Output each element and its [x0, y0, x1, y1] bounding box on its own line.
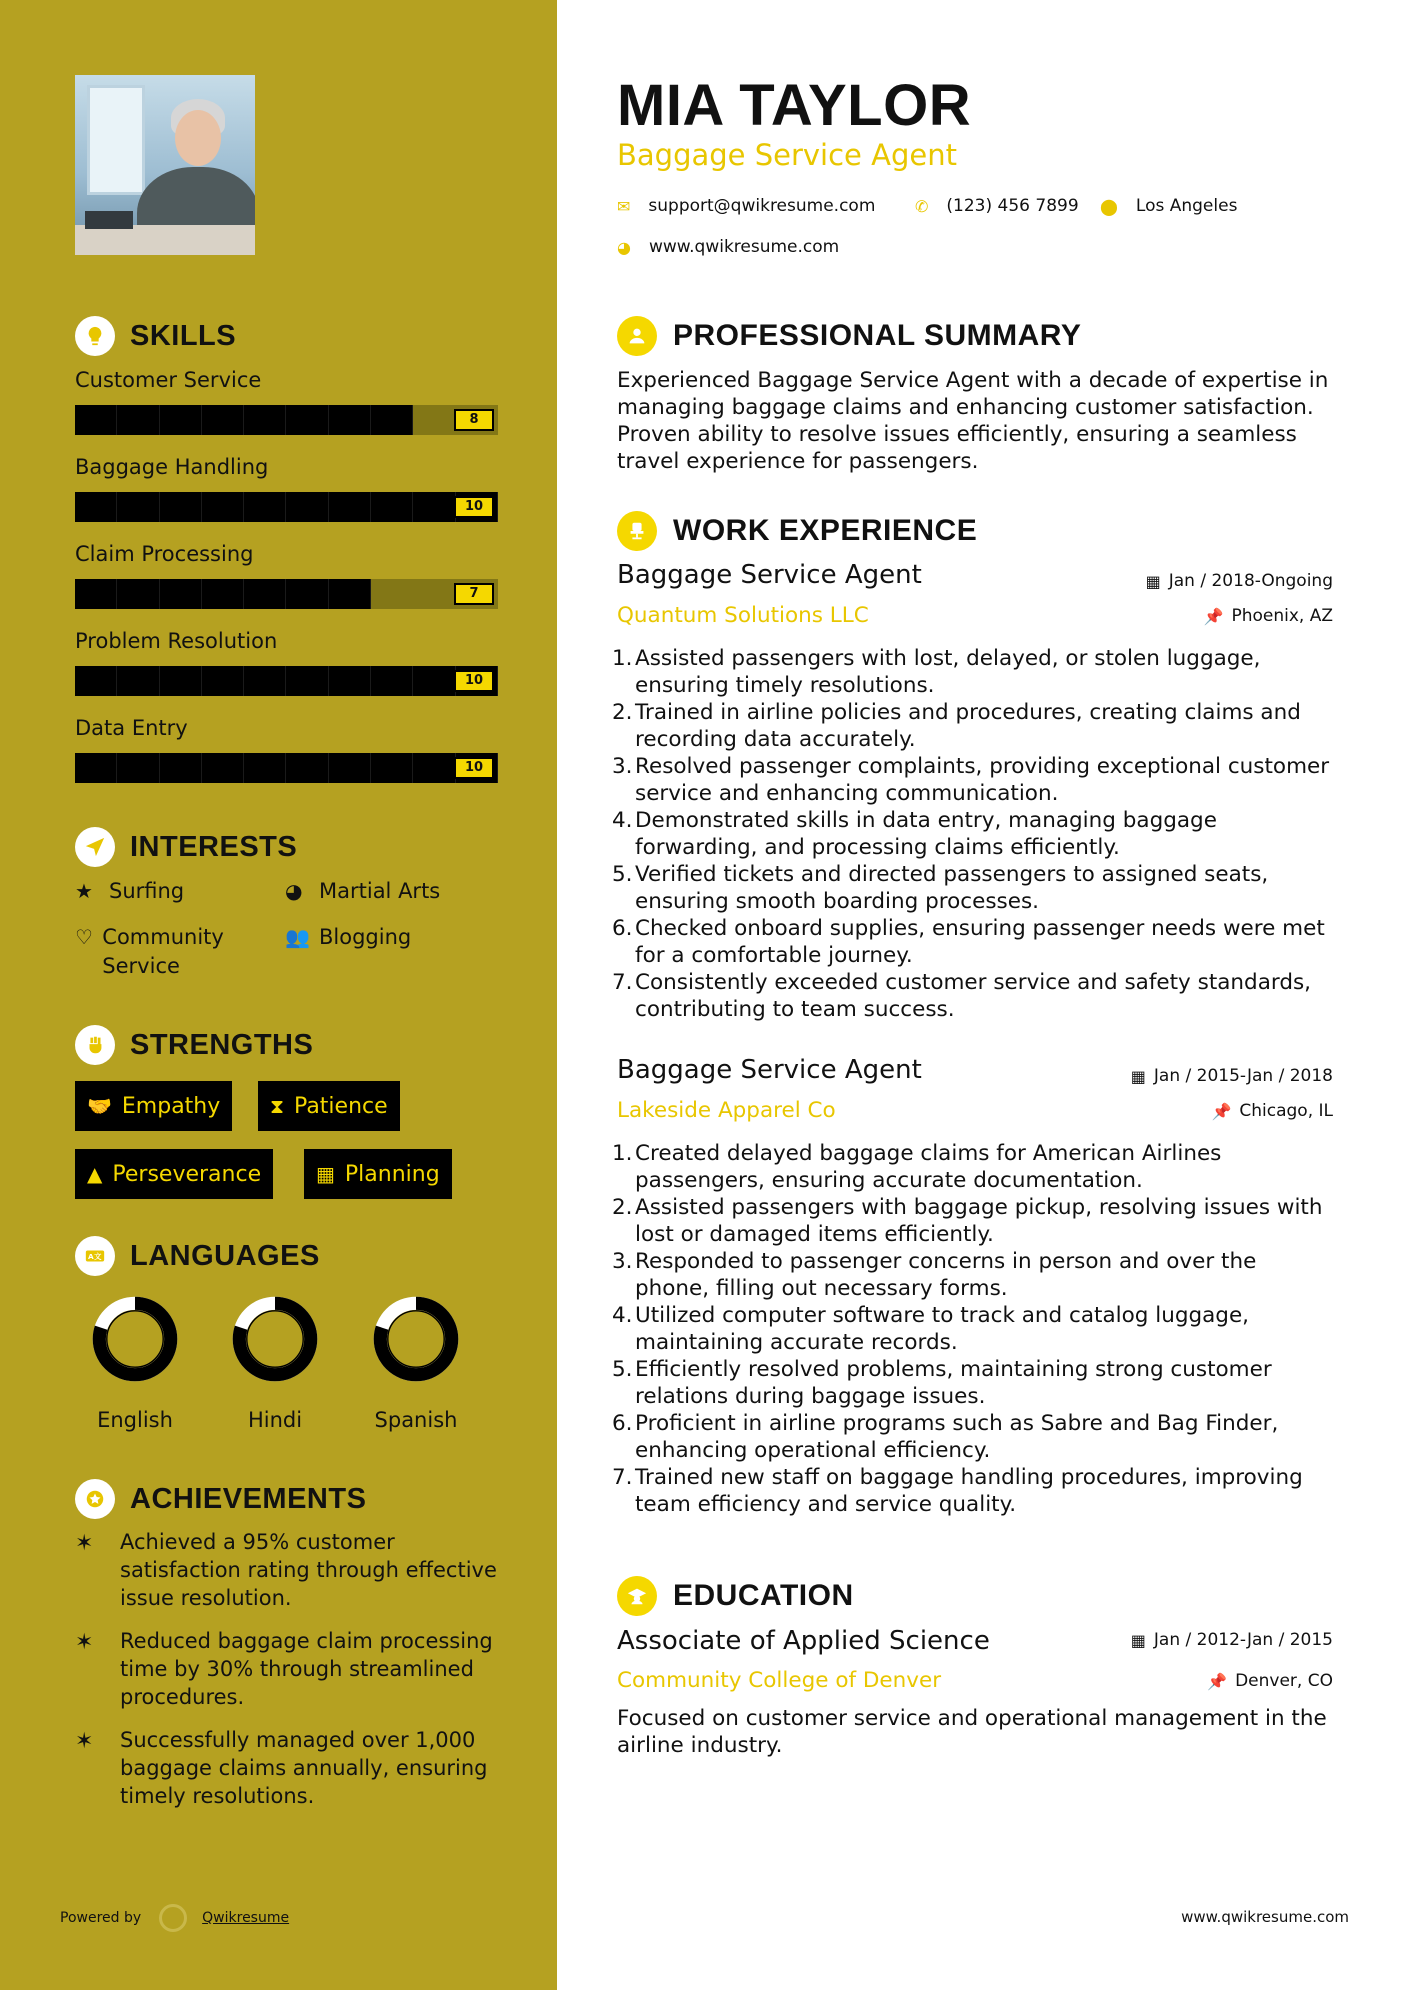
job-duties-list	[612, 1140, 1332, 1518]
skill-bar-segment	[329, 753, 371, 783]
powered-by: Powered by Qwikresume	[60, 1904, 289, 1932]
pushpin-icon: 📌	[1211, 1101, 1232, 1121]
skill-bar-segment	[244, 492, 286, 522]
interest-item: ★ Surfing	[75, 877, 184, 906]
skill-bar-segment	[371, 492, 413, 522]
job-role: Baggage Service Agent	[617, 1055, 922, 1085]
achievements-heading: ACHIEVEMENTS	[75, 1479, 366, 1519]
language-donut	[228, 1292, 322, 1386]
language-item	[361, 1292, 471, 1432]
skill-bar	[75, 405, 498, 435]
skill-bar-segment	[160, 405, 202, 435]
skill-bar-segment	[371, 666, 413, 696]
skill-bar-segment	[244, 753, 286, 783]
contact-phone[interactable]: ✆ (123) 456 7899	[915, 196, 1079, 216]
globe-icon: ◕	[285, 879, 303, 903]
skill-bar	[75, 492, 498, 522]
list-item	[612, 861, 1332, 915]
skill-bar-segment	[413, 753, 455, 783]
strength-badge: ⧗ Patience	[258, 1081, 400, 1131]
skill-score: 8	[454, 409, 494, 431]
handshake-icon: 🤝	[87, 1094, 112, 1118]
brand-link[interactable]: Qwikresume	[202, 1910, 290, 1926]
office-chair-icon	[617, 511, 657, 551]
skill-bar-segment	[329, 405, 371, 435]
skill-bar-segment	[286, 579, 328, 609]
list-number: 2.	[612, 700, 633, 725]
sidebar	[0, 0, 557, 1990]
list-number: 1.	[612, 1141, 633, 1166]
skill-bar-segment	[413, 492, 455, 522]
list-text: Consistently exceeded customer service and safety standards, contributing to team success.	[635, 970, 1312, 1022]
star-burst-icon: ✶	[75, 1729, 94, 1754]
profile-photo	[75, 75, 255, 255]
skill-bar-segment	[202, 492, 244, 522]
skill-bar	[75, 753, 498, 783]
skill-bar-segment	[371, 405, 413, 435]
skill-score: 10	[454, 670, 494, 692]
donut-inner-ring	[388, 1311, 444, 1367]
skill-bar-segment	[75, 405, 117, 435]
skill-bar-segment	[286, 753, 328, 783]
skill-bar-segment	[286, 405, 328, 435]
education-text: Focused on customer service and operational management in the airline industry.	[617, 1706, 1327, 1758]
list-text: Assisted passengers with lost, delayed, or stolen luggage, ensuring timely resolutions.	[635, 646, 1261, 698]
phone-icon: ✆	[915, 196, 929, 216]
list-number: 5.	[612, 862, 633, 887]
job-location: 📌 Phoenix, AZ	[1203, 606, 1333, 626]
list-text: Utilized computer software to track and catalog luggage, maintaining accurate records.	[635, 1303, 1250, 1355]
list-text: Assisted passengers with baggage pickup, resolving issues with lost or damaged items efficiently.	[635, 1195, 1323, 1247]
interest-item: 👥 Blogging	[285, 923, 411, 952]
list-text: Responded to passenger concerns in person and over the phone, filling out necessary forms.	[635, 1249, 1257, 1301]
interest-item: ◕ Martial Arts	[285, 877, 440, 906]
skill-name: Data Entry	[75, 716, 188, 740]
list-number: 6.	[612, 1411, 633, 1436]
achievement-item: ✶ Reduced baggage claim processing time by 30% through streamlined procedures.	[75, 1629, 493, 1709]
skill-score: 10	[454, 757, 494, 779]
hourglass-icon: ⧗	[270, 1094, 285, 1118]
graduate-icon	[617, 1576, 657, 1616]
list-text: Resolved passenger complaints, providing exceptional customer service and enhancing communication.	[635, 754, 1330, 806]
list-number: 1.	[612, 646, 633, 671]
job-location: 📌 Chicago, IL	[1211, 1101, 1333, 1121]
skills-heading: SKILLS	[75, 316, 236, 356]
heart-icon: ♡	[75, 925, 93, 949]
achievement-item: ✶ Achieved a 95% customer satisfaction rating through effective issue resolution.	[75, 1530, 497, 1610]
language-item	[80, 1292, 190, 1432]
globe-icon: ◕	[617, 237, 631, 257]
donut-inner-ring	[247, 1311, 303, 1367]
language-donut	[88, 1292, 182, 1386]
candidate-name: MIA TAYLOR	[617, 73, 972, 138]
skill-bar-segment	[160, 492, 202, 522]
job-company: Lakeside Apparel Co	[617, 1098, 836, 1123]
calendar-icon: ▦	[1130, 1630, 1146, 1650]
education-dates: ▦ Jan / 2012-Jan / 2015	[1130, 1630, 1333, 1650]
education-school: Community College of Denver	[617, 1668, 942, 1693]
calendar-icon: ▦	[316, 1162, 335, 1186]
skill-bar-segment	[75, 492, 117, 522]
list-text: Verified tickets and directed passengers to assigned seats, ensuring smooth boarding processes.	[635, 862, 1269, 914]
envelope-icon: ✉	[617, 196, 631, 216]
list-item	[612, 969, 1332, 1023]
list-item	[612, 753, 1332, 807]
list-number: 4.	[612, 808, 633, 833]
list-number: 6.	[612, 916, 633, 941]
job-dates: ▦ Jan / 2018-Ongoing	[1145, 571, 1333, 591]
skill-bar-segment	[160, 579, 202, 609]
skill-bar	[75, 579, 498, 609]
skill-bar-segment	[117, 666, 159, 696]
list-text: Trained new staff on baggage handling procedures, improving team efficiency and service quality.	[635, 1465, 1303, 1517]
list-item	[612, 1410, 1332, 1464]
star-burst-icon: ✶	[75, 1531, 94, 1556]
list-number: 3.	[612, 1249, 633, 1274]
list-item	[612, 645, 1332, 699]
list-item	[612, 1248, 1332, 1302]
user-icon	[617, 316, 657, 356]
lightbulb-icon	[75, 316, 115, 356]
list-text: Trained in airline policies and procedures, creating claims and recording data accurately.	[635, 700, 1301, 752]
skill-bar-segment	[286, 492, 328, 522]
summary-heading: PROFESSIONAL SUMMARY	[617, 316, 1081, 356]
map-pin-icon: ⬤	[1100, 196, 1118, 216]
language-label: English	[97, 1408, 173, 1432]
users-icon: 👥	[285, 925, 310, 949]
award-icon	[75, 1479, 115, 1519]
list-item	[612, 1464, 1332, 1518]
list-number: 3.	[612, 754, 633, 779]
pushpin-icon: 📌	[1203, 606, 1224, 626]
list-number: 4.	[612, 1303, 633, 1328]
skill-name: Claim Processing	[75, 542, 254, 566]
skill-bar-segment	[117, 492, 159, 522]
skill-bar-segment	[202, 753, 244, 783]
skill-bar-segment	[329, 666, 371, 696]
svg-text:A文: A文	[88, 1252, 102, 1262]
skill-bar-segment	[202, 579, 244, 609]
skill-bar-segment	[413, 666, 455, 696]
education-heading: EDUCATION	[617, 1576, 854, 1616]
achievement-item: ✶ Successfully managed over 1,000 baggage claims annually, ensuring timely resolutions.	[75, 1728, 488, 1808]
footer-url[interactable]: www.qwikresume.com	[1181, 1908, 1349, 1926]
contact-website[interactable]: ◕ www.qwikresume.com	[617, 237, 840, 257]
calendar-icon: ▦	[1145, 571, 1161, 591]
skill-bar-segment	[117, 753, 159, 783]
languages-heading: A文 LANGUAGES	[75, 1236, 320, 1276]
language-donut	[369, 1292, 463, 1386]
road-icon: ▲	[87, 1162, 103, 1186]
language-label: Spanish	[374, 1408, 458, 1432]
skill-bar-segment	[202, 405, 244, 435]
summary-text: Experienced Baggage Service Agent with a decade of expertise in managing baggage claims and enhancing customer satisfaction. Proven ability to resolve issues efficiently, ensuring a seamless travel experience for passengers.	[617, 368, 1329, 474]
skill-bar-segment	[371, 579, 413, 609]
skill-bar-segment	[329, 492, 371, 522]
skill-bar-segment	[244, 666, 286, 696]
list-text: Demonstrated skills in data entry, managing baggage forwarding, and processing claims efficiently.	[635, 808, 1217, 860]
pushpin-icon: 📌	[1207, 1671, 1228, 1691]
list-text: Checked onboard supplies, ensuring passenger needs were met for a comfortable journey.	[635, 916, 1325, 968]
calendar-icon: ▦	[1130, 1066, 1146, 1086]
skill-score: 10	[454, 496, 494, 518]
skill-bar-segment	[75, 666, 117, 696]
strengths-heading: STRENGTHS	[75, 1025, 313, 1065]
contact-email[interactable]: ✉ support@qwikresume.com	[617, 196, 876, 216]
job-dates: ▦ Jan / 2015-Jan / 2018	[1130, 1066, 1333, 1086]
star-icon: ★	[75, 879, 93, 903]
list-item	[612, 807, 1332, 861]
skill-bar-segment	[160, 666, 202, 696]
donut-inner-ring	[107, 1311, 163, 1367]
list-item	[612, 1194, 1332, 1248]
star-burst-icon: ✶	[75, 1630, 94, 1655]
experience-heading: WORK EXPERIENCE	[617, 511, 977, 551]
list-text: Efficiently resolved problems, maintaining strong customer relations during baggage issues.	[635, 1357, 1272, 1409]
list-item	[612, 1356, 1332, 1410]
candidate-title: Baggage Service Agent	[617, 138, 957, 172]
job-company: Quantum Solutions LLC	[617, 603, 869, 628]
skill-bar-segment	[371, 753, 413, 783]
strength-badge: ▲ Perseverance	[75, 1149, 273, 1199]
skill-bar-segment	[286, 666, 328, 696]
list-number: 7.	[612, 1465, 633, 1490]
skill-name: Problem Resolution	[75, 629, 278, 653]
list-item	[612, 1302, 1332, 1356]
skill-name: Customer Service	[75, 368, 262, 392]
list-text: Created delayed baggage claims for American Airlines passengers, ensuring accurate documentation.	[635, 1141, 1222, 1193]
language-label: Hindi	[247, 1408, 303, 1432]
list-text: Proficient in airline programs such as Sabre and Bag Finder, enhancing operational efficiency.	[635, 1411, 1279, 1463]
skill-bar-segment	[75, 579, 117, 609]
skill-bar	[75, 666, 498, 696]
skill-bar-segment	[202, 666, 244, 696]
strength-badge: ▦ Planning	[304, 1149, 452, 1199]
language-icon	[75, 1236, 115, 1276]
interest-item: ♡ Community Service	[75, 925, 224, 978]
list-item	[612, 699, 1332, 753]
skill-score: 7	[454, 583, 494, 605]
contact-location: ⬤ Los Angeles	[1100, 196, 1238, 216]
skill-bar-segment	[75, 753, 117, 783]
skill-bar-segment	[244, 405, 286, 435]
education-degree: Associate of Applied Science	[617, 1626, 990, 1656]
list-item	[612, 915, 1332, 969]
list-number: 5.	[612, 1357, 633, 1382]
list-number: 7.	[612, 970, 633, 995]
skill-bar-segment	[413, 579, 455, 609]
skill-bar-segment	[329, 579, 371, 609]
strength-badge: 🤝 Empathy	[75, 1081, 232, 1131]
skill-bar-segment	[160, 753, 202, 783]
job-role: Baggage Service Agent	[617, 560, 922, 590]
list-number: 2.	[612, 1195, 633, 1220]
paper-plane-icon	[75, 827, 115, 867]
skill-name: Baggage Handling	[75, 455, 269, 479]
language-item	[220, 1292, 330, 1432]
skill-bar-segment	[117, 405, 159, 435]
education-location: 📌 Denver, CO	[1207, 1671, 1333, 1691]
fist-icon	[75, 1025, 115, 1065]
skill-bar-segment	[413, 405, 455, 435]
interests-heading: INTERESTS	[75, 827, 297, 867]
qwikresume-logo-icon	[159, 1904, 187, 1932]
job-duties-list	[612, 645, 1332, 1023]
list-item	[612, 1140, 1332, 1194]
skill-bar-segment	[117, 579, 159, 609]
skill-bar-segment	[244, 579, 286, 609]
